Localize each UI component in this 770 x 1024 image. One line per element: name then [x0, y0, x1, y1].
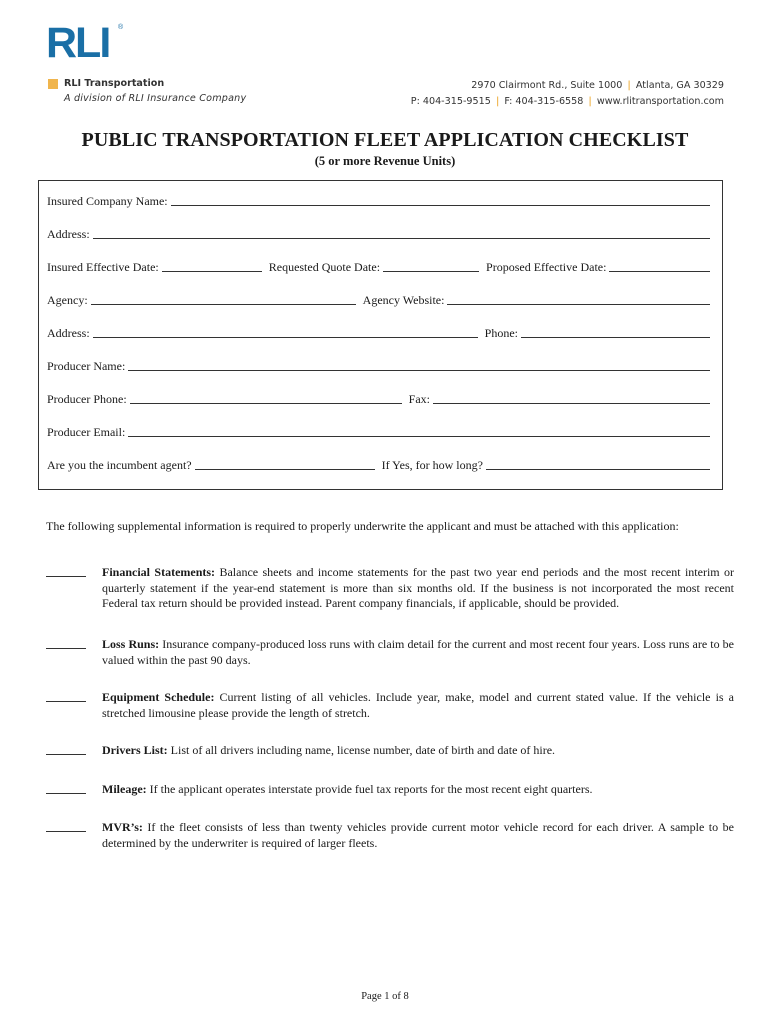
agency-field[interactable] [91, 294, 356, 305]
form-row-agency-address [47, 325, 710, 341]
form-row-incumbent [47, 457, 710, 473]
company-address: 2970 Clairmont Rd., Suite 1000 [471, 80, 623, 91]
company-identity [48, 78, 246, 104]
agency-website-label: Agency Website: [362, 293, 445, 307]
checklist-blank[interactable] [46, 782, 86, 794]
form-row-insured-name [47, 193, 710, 209]
how-long-field[interactable] [486, 459, 710, 470]
item-heading: Drivers List: [102, 743, 168, 757]
company-website[interactable]: www.rlitransportation.com [596, 96, 724, 107]
phone-field[interactable] [521, 327, 710, 338]
form-row-producer-phone [47, 391, 710, 407]
form-row-producer-email [47, 424, 710, 440]
company-phone: P: 404-315-9515 [410, 96, 491, 107]
producer-phone-label: Producer Phone: [47, 392, 127, 406]
item-body: Balance sheets and income statements for the past two year end periods and the most recent interim or quarterly statement if the year-end statement is more than six months old. If the business is not incorporated the most recent Federal tax return should be provided instead. Parent company financials, if applicable, should be provided. [102, 565, 735, 610]
fax-field[interactable] [433, 393, 710, 404]
checklist-blank[interactable] [46, 743, 86, 755]
checklist-blank[interactable] [46, 637, 86, 649]
separator: | [495, 96, 500, 107]
item-body: List of all drivers including name, license number, date of birth and date of hire. [167, 743, 556, 757]
separator: | [588, 96, 592, 107]
item-body: Current listing of all vehicles. Include year, make, model and current stated value. If the vehicle is a stretched limousine please provide the length of stretch. [102, 690, 735, 720]
form-row-agency [47, 292, 710, 308]
agency-website-field[interactable] [447, 294, 710, 305]
page-title: PUBLIC TRANSPORTATION FLEET APPLICATION CHECKLIST [81, 129, 689, 151]
separator: | [627, 80, 631, 91]
insured-effective-date-label: Insured Effective Date: [47, 260, 159, 274]
fax-label: Fax: [408, 392, 430, 406]
how-long-label: If Yes, for how long? [381, 458, 483, 472]
item-heading: Financial Statements: [102, 565, 216, 579]
checklist-blank[interactable] [46, 820, 86, 832]
company-contact [411, 78, 724, 110]
agency-label: Agency: [47, 293, 88, 307]
producer-phone-field[interactable] [130, 393, 402, 404]
agency-address-field[interactable] [93, 327, 478, 338]
checklist-item-financial [46, 565, 734, 612]
checklist-item-mvrs [46, 820, 734, 851]
item-heading: Equipment Schedule: [102, 690, 215, 704]
checklist-item-mileage [46, 782, 734, 798]
item-heading: Mileage: [102, 782, 147, 796]
item-heading: MVR’s: [102, 820, 143, 834]
item-heading: Loss Runs: [102, 637, 160, 651]
rli-logo [46, 19, 124, 67]
registered-mark: ® [118, 24, 124, 31]
company-division: A division of RLI Insurance Company [64, 93, 247, 104]
address-field[interactable] [93, 228, 710, 239]
company-name: RLI Transportation [64, 78, 165, 89]
application-form [38, 180, 723, 490]
checklist-item-loss-runs [46, 637, 734, 668]
insured-name-field[interactable] [171, 195, 710, 206]
form-row-producer-name [47, 358, 710, 374]
intro-text: The following supplemental information is required to properly underwrite the applicant and must be attached with this application: [46, 519, 679, 533]
logo-text: RLI [46, 19, 110, 67]
page-number: Page 1 of 8 [361, 991, 409, 1002]
producer-name-label: Producer Name: [47, 359, 126, 373]
checklist-item-equipment [46, 690, 734, 721]
incumbent-field[interactable] [195, 459, 375, 470]
producer-name-field[interactable] [128, 360, 710, 371]
incumbent-label: Are you the incumbent agent? [47, 458, 192, 472]
company-fax: F: 404-315-6558 [504, 96, 584, 107]
checklist-blank[interactable] [46, 690, 86, 702]
agency-address-label: Address: [47, 326, 90, 340]
producer-email-field[interactable] [128, 426, 710, 437]
checklist-item-drivers [46, 743, 734, 759]
page-subtitle: (5 or more Revenue Units) [314, 154, 456, 168]
proposed-effective-date-label: Proposed Effective Date: [486, 260, 607, 274]
proposed-effective-date-field[interactable] [609, 261, 710, 272]
item-body: If the applicant operates interstate provide fuel tax reports for the most recent eight quarters. [146, 782, 593, 796]
checklist-blank[interactable] [46, 565, 86, 577]
requested-quote-date-label: Requested Quote Date: [268, 260, 381, 274]
company-city: Atlanta, GA 30329 [635, 80, 724, 91]
insured-effective-date-field[interactable] [162, 261, 262, 272]
item-body: If the fleet consists of less than twenty vehicles provide current motor vehicle record for each driver. A sample to be determined by the underwriter is required of larger fleets. [102, 820, 734, 850]
form-row-address [47, 226, 710, 242]
item-body: Insurance company-produced loss runs with claim detail for the current and most recent four years. Loss runs are to be valued within the past 90 days. [102, 637, 735, 667]
address-label: Address: [47, 227, 90, 241]
brand-square-icon [48, 79, 58, 89]
requested-quote-date-field[interactable] [383, 261, 479, 272]
producer-email-label: Producer Email: [47, 425, 126, 439]
form-row-dates [47, 259, 710, 275]
insured-name-label: Insured Company Name: [47, 194, 168, 208]
phone-label: Phone: [484, 326, 519, 340]
